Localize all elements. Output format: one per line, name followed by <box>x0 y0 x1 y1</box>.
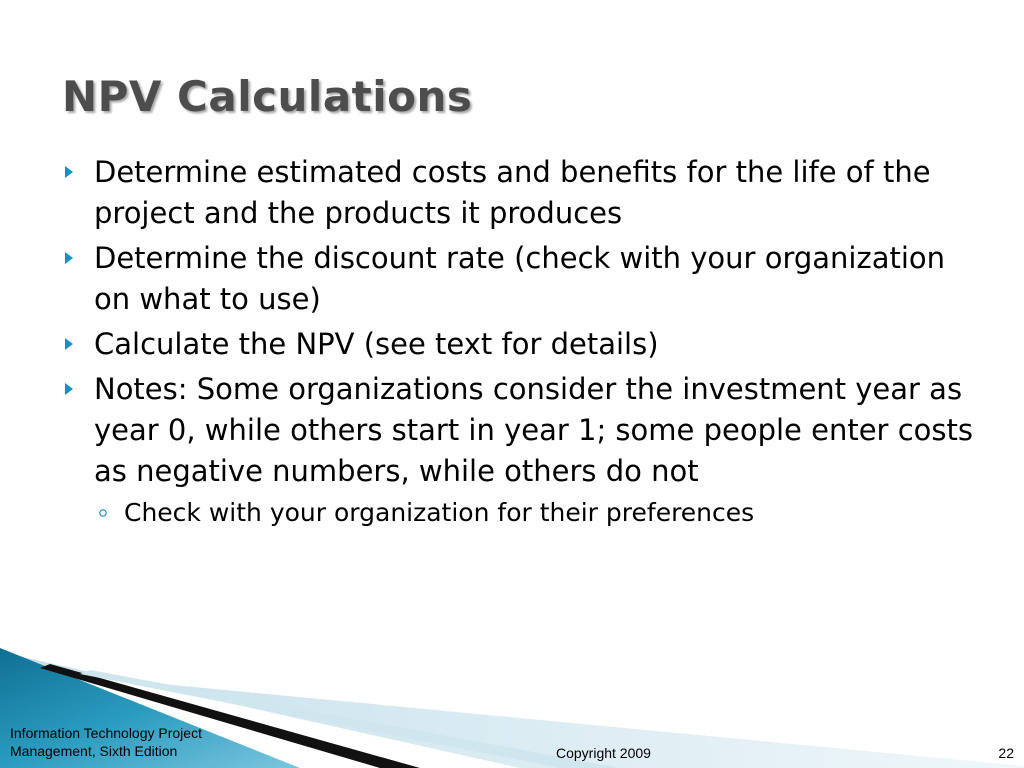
bullet-text: Calculate the NPV (see text for details) <box>94 327 659 361</box>
bullet-text: Determine the discount rate (check with your organization on what to use) <box>94 241 946 316</box>
bullet-item <box>64 152 984 234</box>
bullet-text: Notes: Some organizations consider the investment year as year 0, while others start in year 1; some people enter costs as negative numbers, while others do not <box>94 372 973 488</box>
page-number: 22 <box>998 745 1014 761</box>
triangle-bullet-icon <box>64 238 94 278</box>
footer-copyright: Copyright 2009 <box>556 745 651 761</box>
bullet-item <box>64 369 984 492</box>
sub-bullet-item <box>98 496 984 530</box>
sub-bullet-text: Check with your organization for their preferences <box>124 498 755 527</box>
triangle-bullet-icon <box>64 324 94 364</box>
triangle-bullet-icon <box>64 369 94 409</box>
triangle-bullet-icon <box>64 152 94 192</box>
footer-book-title-line1: Information Technology Project <box>10 725 202 741</box>
footer-book-title-line2: Management, Sixth Edition <box>10 743 178 759</box>
footer-book-title <box>10 724 270 760</box>
bullet-list <box>64 152 984 530</box>
bullet-item <box>64 238 984 320</box>
bullet-text: Determine estimated costs and benefits for the life of the project and the products it produces <box>94 155 931 230</box>
circle-bullet-icon <box>98 496 124 530</box>
slide-title: NPV Calculations <box>62 72 473 121</box>
bullet-item <box>64 324 984 365</box>
